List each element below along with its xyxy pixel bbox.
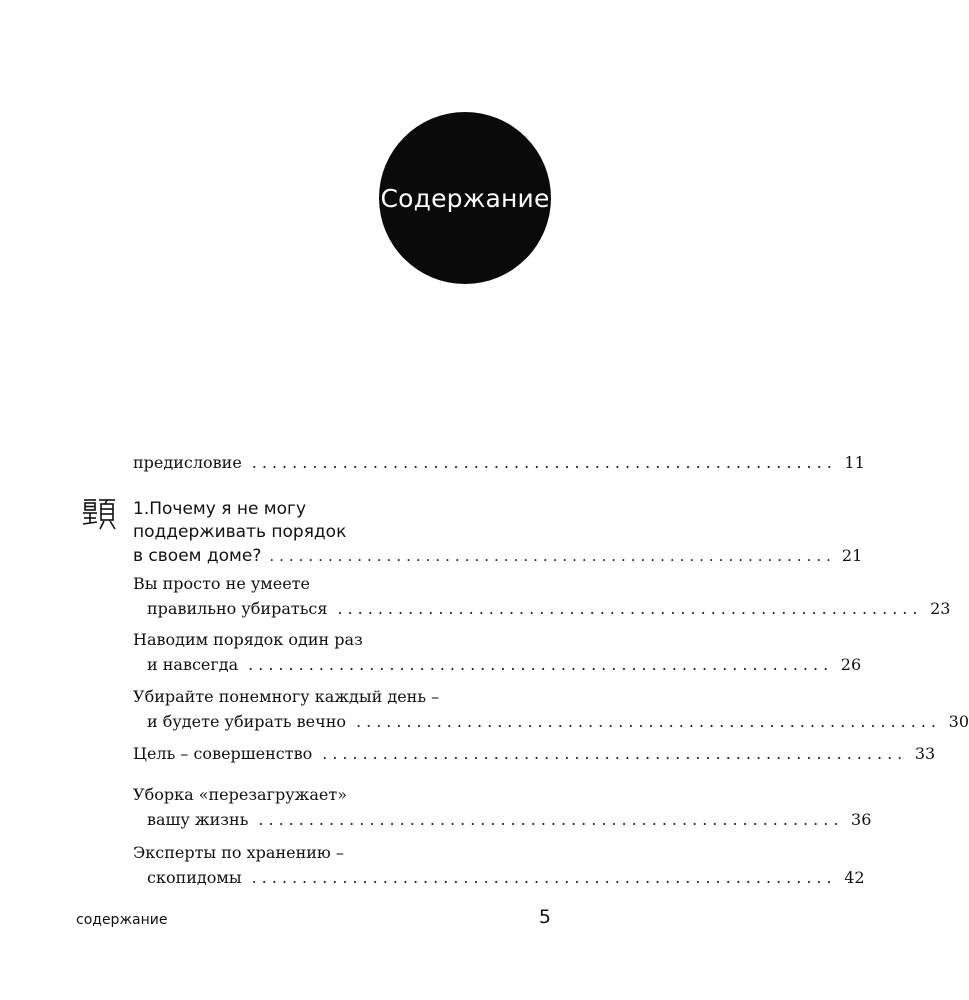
dot-leader: .......................................................... [258, 810, 844, 829]
toc-entry-label: Уборка «перезагружает» [133, 785, 347, 804]
toc-entry-page: 33 [914, 744, 936, 763]
toc-chapter-1[interactable] [133, 498, 863, 568]
dot-leader: .......................................................... [269, 547, 836, 565]
heading-circle [379, 112, 551, 284]
dot-leader: .......................................................... [248, 655, 834, 674]
dot-leader: .......................................................... [251, 453, 837, 472]
toc-entry[interactable] [133, 684, 969, 734]
toc-entry-label: и навсегда [147, 655, 239, 674]
toc-entry[interactable] [133, 840, 865, 890]
toc-entry[interactable] [133, 782, 872, 832]
toc-entry-label: Убирайте понемногу каждый день – [133, 687, 440, 706]
page-title: Содержание [380, 183, 550, 213]
toc-entry-label: скопидомы [147, 868, 242, 887]
toc-entry-page: 42 [844, 868, 865, 887]
dot-leader: .......................................................... [322, 744, 908, 763]
toc-entry-label: Эксперты по хранению – [133, 843, 344, 862]
toc-entry-label: Наводим порядок один раз [133, 630, 363, 649]
toc-entry-label: предисловие [133, 453, 242, 472]
chapter-title-line: поддерживать порядок [133, 522, 347, 542]
chapter-title-line: 1.Почему я не могу [133, 499, 307, 519]
toc-entry-label: правильно убираться [147, 599, 328, 618]
toc-entry[interactable] [133, 627, 862, 677]
dot-leader: .......................................................... [251, 868, 837, 887]
page-number: 5 [538, 906, 551, 928]
toc-entry-page: 23 [930, 599, 951, 618]
toc-entry[interactable] [133, 741, 936, 766]
toc-entry-label: и будете убирать вечно [147, 712, 347, 731]
chapter-title-line: в своем доме? [133, 546, 262, 566]
toc-entry[interactable] [133, 571, 951, 621]
toc-entry-page: 21 [841, 546, 863, 565]
toc-entry-preface[interactable] [133, 450, 865, 475]
toc-entry-page: 30 [948, 712, 969, 731]
toc-entry-page: 26 [840, 655, 862, 674]
toc-entry-label: вашу жизнь [147, 810, 249, 829]
kanji-head-icon [81, 496, 117, 532]
dot-leader: .......................................................... [337, 599, 923, 618]
toc-entry-page: 36 [851, 810, 872, 829]
dot-leader: .......................................................... [356, 712, 941, 731]
toc-entry-label: Цель – совершенство [133, 744, 313, 763]
toc-entry-page: 11 [844, 453, 865, 472]
toc-entry-label: Вы просто не умеете [133, 574, 310, 593]
running-footer: содержание [76, 912, 168, 928]
